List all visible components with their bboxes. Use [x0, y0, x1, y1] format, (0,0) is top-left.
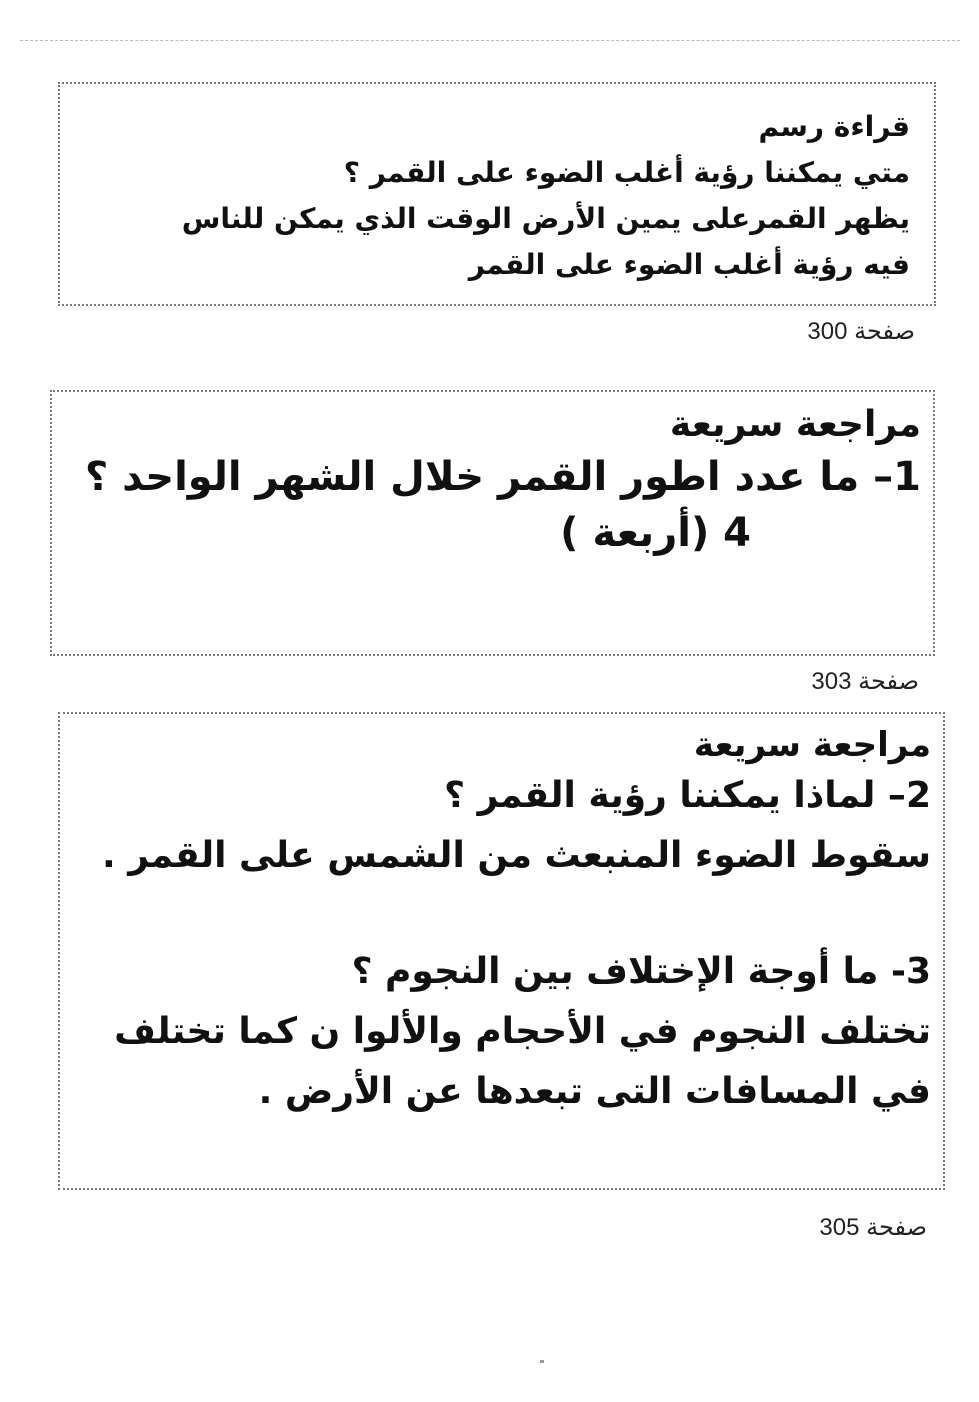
top-dashed-rule [20, 40, 960, 41]
section1-answer-line2: فيه رؤية أغلب الضوء على القمر [468, 248, 910, 281]
page-label-303: صفحة 303 [811, 668, 919, 695]
section-box-reading-drawing [58, 82, 936, 306]
section3-answer-3-line1: تختلف النجوم في الأحجام والألوا ن كما تختلف [114, 1011, 931, 1052]
section2-heading: مراجعة سريعة [669, 404, 921, 445]
section1-answer-line1: يظهر القمرعلى يمين الأرض الوقت الذي يمكن للناس [181, 202, 910, 235]
page-label-300: صفحة 300 [807, 318, 915, 345]
section3-answer-3-line2: في المسافات التى تبعدها عن الأرض . [258, 1071, 931, 1112]
section1-question: متي يمكننا رؤية أغلب الضوء على القمر ؟ [343, 156, 910, 189]
section-box-quick-review-1 [50, 390, 935, 656]
section3-spacer [72, 886, 931, 942]
section3-question-2: 2– لماذا يمكننا رؤية القمر ؟ [444, 775, 931, 816]
section3-question-3: 3- ما أوجة الإختلاف بين النجوم ؟ [351, 951, 931, 992]
section-box-quick-review-2 [58, 712, 945, 1190]
section2-question: 1– ما عدد اطور القمر خلال الشهر الواحد ؟ [85, 454, 921, 500]
page-label-305: صفحة 305 [819, 1214, 927, 1241]
section3-answer-2: سقوط الضوء المنبعث من الشمس على القمر . [101, 835, 931, 876]
section2-answer: 4 (أربعة ) [560, 510, 751, 556]
section3-heading: مراجعة سريعة [693, 725, 931, 765]
section1-title: قراءة رسم [758, 110, 910, 143]
scan-speck [540, 1360, 544, 1363]
